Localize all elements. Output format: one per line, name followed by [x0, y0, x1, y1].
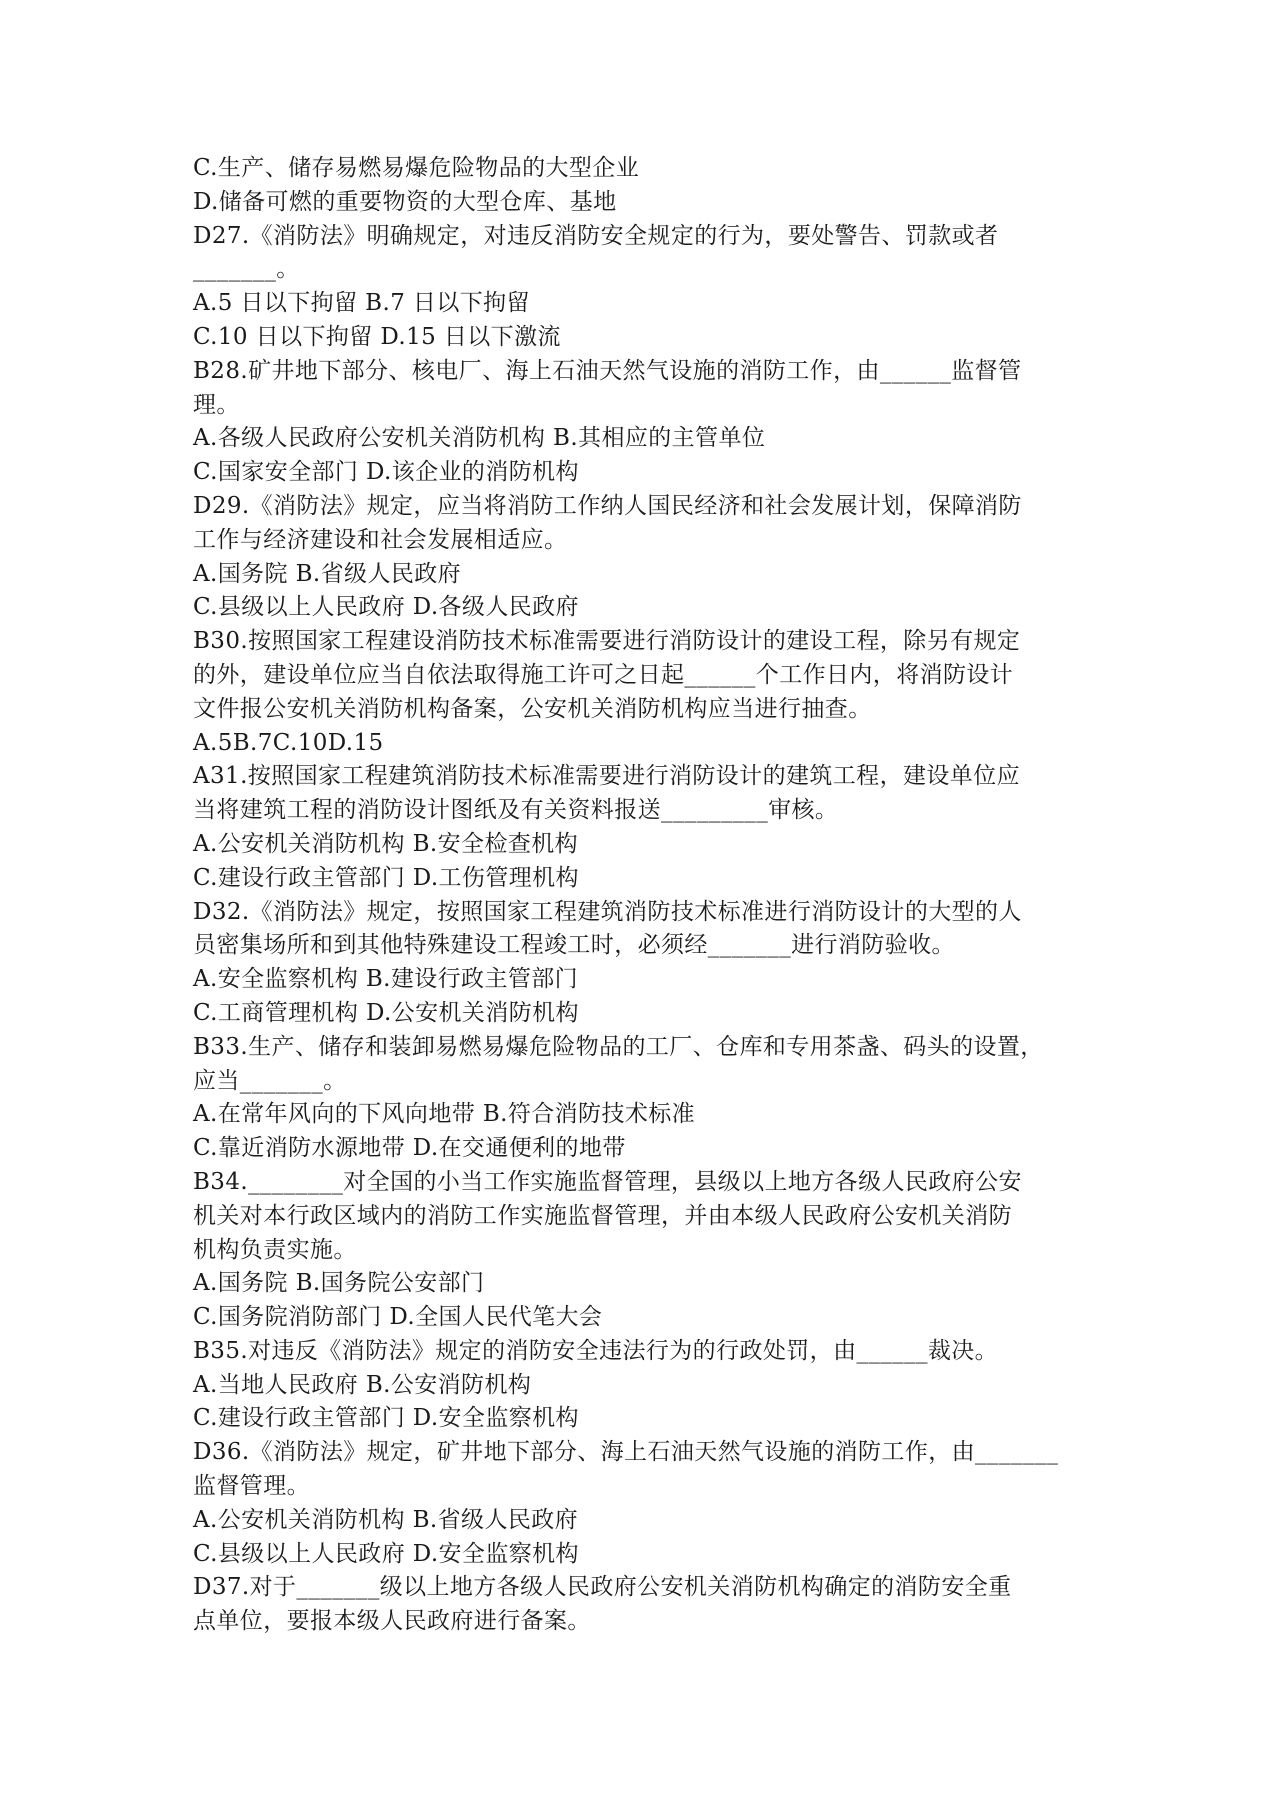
text-line: 机构负责实施。: [193, 1236, 357, 1263]
text-line: 的外，建设单位应当自依法取得施工许可之日起______个工作日内，将消防设计: [193, 661, 1014, 688]
text-line: 监督管理。: [193, 1473, 310, 1500]
text-line: 当将建筑工程的消防设计图纸及有关资料报送_________审核。: [193, 797, 839, 824]
text-line: D37.对于_______级以上地方各级人民政府公安机关消防机构确定的消防安全重: [193, 1574, 1012, 1601]
text-line: C.国务院消防部门 D.全国人民代笔大会: [193, 1304, 603, 1331]
text-line: 点单位，要报本级人民政府进行备案。: [193, 1608, 591, 1635]
text-line: D36.《消防法》规定，矿井地下部分、海上石油天然气设施的消防工作，由_______: [193, 1439, 1059, 1466]
text-line: A.公安机关消防机构 B.省级人民政府: [193, 1506, 579, 1533]
text-line: A.在常年风向的下风向地带 B.符合消防技术标准: [193, 1101, 696, 1128]
text-line: C.建设行政主管部门 D.工伤管理机构: [193, 864, 579, 891]
text-line: C.县级以上人民政府 D.各级人民政府: [193, 594, 579, 621]
text-line: 工作与经济建设和社会发展相适应。: [193, 526, 568, 553]
text-line: C.靠近消防水源地带 D.在交通便利的地带: [193, 1135, 626, 1162]
text-line: _______。: [193, 256, 300, 283]
text-line: B30.按照国家工程建设消防技术标准需要进行消防设计的建设工程，除另有规定: [193, 628, 1021, 655]
text-line: C.建设行政主管部门 D.安全监察机构: [193, 1405, 579, 1432]
text-line: A.当地人民政府 B.公安消防机构: [193, 1371, 532, 1398]
text-line: 理。: [193, 391, 240, 418]
text-line: 应当_______。: [193, 1067, 347, 1094]
text-line: A.国务院 B.省级人民政府: [193, 560, 462, 587]
text-line: A.安全监察机构 B.建设行政主管部门: [193, 966, 579, 993]
text-line: B34.________对全国的小当工作实施监督管理，县级以上地方各级人民政府公安: [193, 1168, 1022, 1195]
text-line: D.储备可燃的重要物资的大型仓库、基地: [193, 188, 617, 215]
text-line: B33.生产、储存和装卸易燃易爆危险物品的工厂、仓库和专用茶盏、码头的设置，: [193, 1033, 1044, 1060]
text-line: D27.《消防法》明确规定，对违反消防安全规定的行为，要处警告、罚款或者: [193, 222, 999, 249]
text-line: 机关对本行政区域内的消防工作实施监督管理，并由本级人民政府公安机关消防: [193, 1202, 1012, 1229]
text-line: A.5B.7C.10D.15: [193, 729, 384, 756]
document-page: [193, 152, 1093, 1639]
text-line: C.工商管理机构 D.公安机关消防机构: [193, 999, 579, 1026]
text-line: B28.矿井地下部分、核电厂、海上石油天然气设施的消防工作，由______监督管: [193, 357, 1022, 384]
text-line: A.国务院 B.国务院公安部门: [193, 1270, 485, 1297]
text-line: C.国家安全部门 D.该企业的消防机构: [193, 459, 579, 486]
text-line: C.生产、储存易燃易爆危险物品的大型企业: [193, 155, 640, 181]
text-line: D32.《消防法》规定，按照国家工程建筑消防技术标准进行消防设计的大型的人: [193, 898, 1022, 925]
text-line: A.公安机关消防机构 B.安全检查机构: [193, 830, 579, 857]
text-line: D29.《消防法》规定，应当将消防工作纳人国民经济和社会发展计划，保障消防: [193, 492, 1022, 519]
text-line: A31.按照国家工程建筑消防技术标准需要进行消防设计的建筑工程，建设单位应: [193, 763, 1020, 790]
text-line: C.县级以上人民政府 D.安全监察机构: [193, 1540, 579, 1567]
text-line: B35.对违反《消防法》规定的消防安全违法行为的行政处罚，由______裁决。: [193, 1337, 999, 1364]
text-line: A.各级人民政府公安机关消防机构 B.其相应的主管单位: [193, 425, 766, 452]
text-line: 文件报公安机关消防机构备案，公安机关消防机构应当进行抽查。: [193, 695, 872, 722]
text-line: C.10 日以下拘留 D.15 日以下激流: [193, 323, 561, 350]
text-line: A.5 日以下拘留 B.7 日以下拘留: [193, 290, 530, 317]
text-line: 员密集场所和到其他特殊建设工程竣工时，必须经_______进行消防验收。: [193, 932, 955, 959]
